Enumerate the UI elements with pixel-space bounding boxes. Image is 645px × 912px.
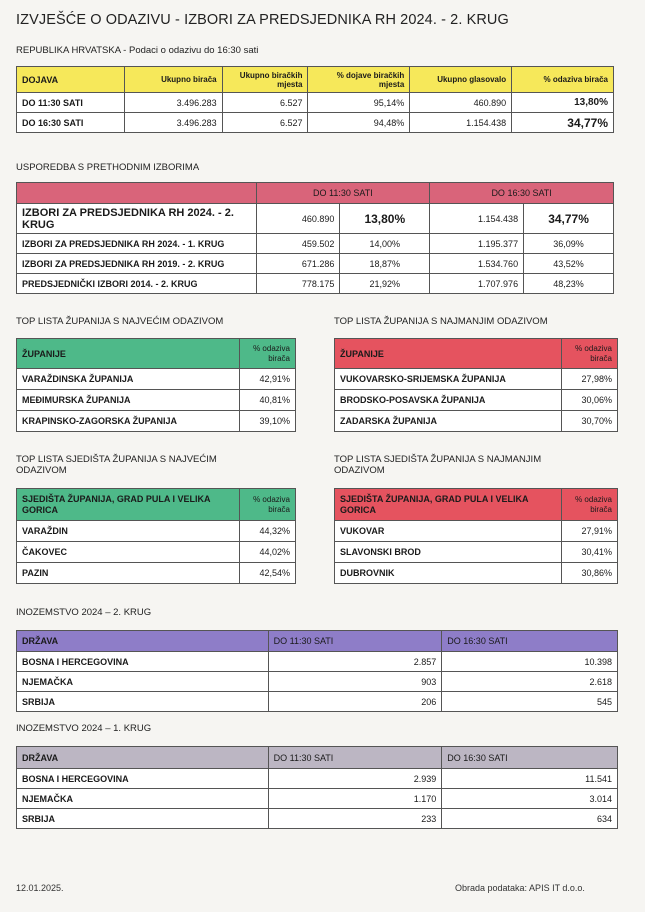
table-cell: NJEMAČKA	[17, 789, 269, 809]
top-counties-high-table	[16, 338, 296, 432]
table-cell: 40,81%	[240, 390, 296, 411]
table-cell: 634	[442, 809, 618, 829]
table-cell: 94,48%	[308, 113, 410, 133]
section-label: USPOREDBA S PRETHODNIM IZBORIMA	[16, 162, 200, 173]
summary-header-cell: Ukupno birača	[124, 67, 222, 93]
table-cell: 11.541	[442, 769, 618, 789]
data-credit: Obrada podataka: APIS IT d.o.o.	[455, 883, 585, 893]
table-cell: 44,32%	[240, 521, 296, 542]
table-row	[17, 113, 614, 133]
table-row	[17, 563, 296, 584]
section-label: TOP LISTA ŽUPANIJA S NAJMANJIM ODAZIVOM	[334, 316, 548, 327]
table-row	[17, 390, 296, 411]
table-header-cell: % odaziva birača	[240, 489, 296, 521]
table-row	[335, 411, 618, 432]
table-cell: IZBORI ZA PREDSJEDNIKA RH 2024. - 2. KRUG	[17, 204, 257, 234]
table-cell: 1.170	[268, 789, 442, 809]
table-header-cell: ŽUPANIJE	[335, 339, 562, 369]
table-cell: 27,98%	[562, 369, 618, 390]
table-cell: PREDSJEDNIČKI IZBORI 2014. - 2. KRUG	[17, 274, 257, 294]
table-cell: 34,77%	[512, 113, 614, 133]
table-cell: 21,92%	[340, 274, 430, 294]
section-label: INOZEMSTVO 2024 – 1. KRUG	[16, 723, 152, 734]
table-row	[17, 672, 618, 692]
table-cell: SRBIJA	[17, 692, 269, 712]
page-subtitle: REPUBLIKA HRVATSKA - Podaci o odazivu do 16:30 sati	[16, 45, 259, 56]
table-cell: 13,80%	[340, 204, 430, 234]
table-cell: ZADARSKA ŽUPANIJA	[335, 411, 562, 432]
table-row	[17, 411, 296, 432]
table-cell: VUKOVARSKO-SRIJEMSKA ŽUPANIJA	[335, 369, 562, 390]
table-header-cell: DRŽAVA	[17, 747, 269, 769]
table-cell: VARAŽDINSKA ŽUPANIJA	[17, 369, 240, 390]
table-cell: 44,02%	[240, 542, 296, 563]
table-header-cell: DO 11:30 SATI	[268, 631, 442, 652]
table-cell: SRBIJA	[17, 809, 269, 829]
table-cell: 903	[268, 672, 442, 692]
section-label: INOZEMSTVO 2024 – 2. KRUG	[16, 607, 152, 618]
table-cell: 2.857	[268, 652, 442, 672]
abroad-round1-table	[16, 746, 618, 829]
table-cell: DUBROVNIK	[335, 563, 562, 584]
table-cell: 3.496.283	[124, 113, 222, 133]
report-date: 12.01.2025.	[16, 883, 64, 893]
table-cell: 14,00%	[340, 234, 430, 254]
table-cell: KRAPINSKO-ZAGORSKA ŽUPANIJA	[17, 411, 240, 432]
top-seats-high-table	[16, 488, 296, 584]
table-cell: 460.890	[410, 93, 512, 113]
table-row	[17, 204, 614, 234]
table-row	[17, 93, 614, 113]
summary-table	[16, 66, 614, 133]
table-header-cell: % odaziva birača	[562, 339, 618, 369]
table-row	[17, 521, 296, 542]
comparison-table	[16, 182, 614, 294]
blank-header-cell	[17, 183, 257, 204]
section-label: TOP LISTA SJEDIŠTA ŽUPANIJA S NAJMANJIM ODAZIVOM	[334, 454, 542, 476]
table-row	[17, 789, 618, 809]
table-cell: 3.496.283	[124, 93, 222, 113]
table-cell: 2.618	[442, 672, 618, 692]
table-header-cell: DRŽAVA	[17, 631, 269, 652]
table-cell: 545	[442, 692, 618, 712]
table-cell: BOSNA I HERCEGOVINA	[17, 652, 269, 672]
table-cell: ČAKOVEC	[17, 542, 240, 563]
table-cell: 30,70%	[562, 411, 618, 432]
table-row	[335, 390, 618, 411]
table-cell: NJEMAČKA	[17, 672, 269, 692]
table-row	[17, 692, 618, 712]
table-cell: 1.707.976	[430, 274, 524, 294]
table-row	[17, 254, 614, 274]
table-row	[335, 369, 618, 390]
table-cell: 1.534.760	[430, 254, 524, 274]
table-cell: 39,10%	[240, 411, 296, 432]
table-cell: VARAŽDIN	[17, 521, 240, 542]
table-cell: 6.527	[222, 113, 308, 133]
table-cell: 671.286	[256, 254, 340, 274]
table-cell: 1.154.438	[410, 113, 512, 133]
summary-header-cell: % dojave biračkih mjesta	[308, 67, 410, 93]
table-cell: 13,80%	[512, 93, 614, 113]
table-cell: PAZIN	[17, 563, 240, 584]
comparison-col-header: DO 11:30 SATI	[256, 183, 430, 204]
summary-header-cell: Ukupno biračkih mjesta	[222, 67, 308, 93]
table-row	[335, 563, 618, 584]
comparison-col-header: DO 16:30 SATI	[430, 183, 614, 204]
table-row	[17, 769, 618, 789]
table-row	[17, 542, 296, 563]
table-header-cell: SJEDIŠTA ŽUPANIJA, GRAD PULA I VELIKA GORICA	[335, 489, 562, 521]
table-cell: 778.175	[256, 274, 340, 294]
table-cell: BRODSKO-POSAVSKA ŽUPANIJA	[335, 390, 562, 411]
table-cell: 206	[268, 692, 442, 712]
table-header-cell: DO 16:30 SATI	[442, 631, 618, 652]
page-title: IZVJEŠĆE O ODAZIVU - IZBORI ZA PREDSJEDNIKA RH 2024. - 2. KRUG	[16, 12, 509, 28]
table-cell: DO 11:30 SATI	[17, 93, 125, 113]
table-cell: BOSNA I HERCEGOVINA	[17, 769, 269, 789]
table-cell: 48,23%	[524, 274, 614, 294]
table-cell: 95,14%	[308, 93, 410, 113]
section-label: TOP LISTA ŽUPANIJA S NAJVEĆIM ODAZIVOM	[16, 316, 224, 327]
table-cell: 233	[268, 809, 442, 829]
table-cell: 30,41%	[562, 542, 618, 563]
table-cell: 459.502	[256, 234, 340, 254]
table-cell: 2.939	[268, 769, 442, 789]
summary-header-cell: % odaziva birača	[512, 67, 614, 93]
table-cell: 36,09%	[524, 234, 614, 254]
table-row	[335, 542, 618, 563]
table-cell: 42,91%	[240, 369, 296, 390]
table-header-cell: % odaziva birača	[562, 489, 618, 521]
table-row	[335, 521, 618, 542]
table-header-cell: ŽUPANIJE	[17, 339, 240, 369]
table-cell: 18,87%	[340, 254, 430, 274]
abroad-round2-table	[16, 630, 618, 712]
top-seats-low-table	[334, 488, 618, 584]
table-cell: 460.890	[256, 204, 340, 234]
table-row	[17, 809, 618, 829]
table-cell: 30,86%	[562, 563, 618, 584]
table-header-cell: % odaziva birača	[240, 339, 296, 369]
table-cell: 1.154.438	[430, 204, 524, 234]
table-cell: 3.014	[442, 789, 618, 809]
table-cell: SLAVONSKI BROD	[335, 542, 562, 563]
table-header-cell: DO 11:30 SATI	[268, 747, 442, 769]
table-row	[17, 234, 614, 254]
table-header-cell: SJEDIŠTA ŽUPANIJA, GRAD PULA I VELIKA GORICA	[17, 489, 240, 521]
table-cell: 43,52%	[524, 254, 614, 274]
table-row	[17, 369, 296, 390]
table-cell: 10.398	[442, 652, 618, 672]
top-counties-low-table	[334, 338, 618, 432]
table-row	[17, 274, 614, 294]
table-header-cell: DO 16:30 SATI	[442, 747, 618, 769]
table-cell: VUKOVAR	[335, 521, 562, 542]
summary-header-cell: DOJAVA	[17, 67, 125, 93]
table-cell: DO 16:30 SATI	[17, 113, 125, 133]
table-cell: 27,91%	[562, 521, 618, 542]
table-cell: IZBORI ZA PREDSJEDNIKA RH 2019. - 2. KRUG	[17, 254, 257, 274]
table-cell: MEĐIMURSKA ŽUPANIJA	[17, 390, 240, 411]
table-cell: 6.527	[222, 93, 308, 113]
table-row	[17, 652, 618, 672]
section-label: TOP LISTA SJEDIŠTA ŽUPANIJA S NAJVEĆIM ODAZIVOM	[16, 454, 217, 476]
summary-header-cell: Ukupno glasovalo	[410, 67, 512, 93]
table-cell: 42,54%	[240, 563, 296, 584]
table-cell: 34,77%	[524, 204, 614, 234]
table-cell: IZBORI ZA PREDSJEDNIKA RH 2024. - 1. KRUG	[17, 234, 257, 254]
table-cell: 30,06%	[562, 390, 618, 411]
table-cell: 1.195.377	[430, 234, 524, 254]
